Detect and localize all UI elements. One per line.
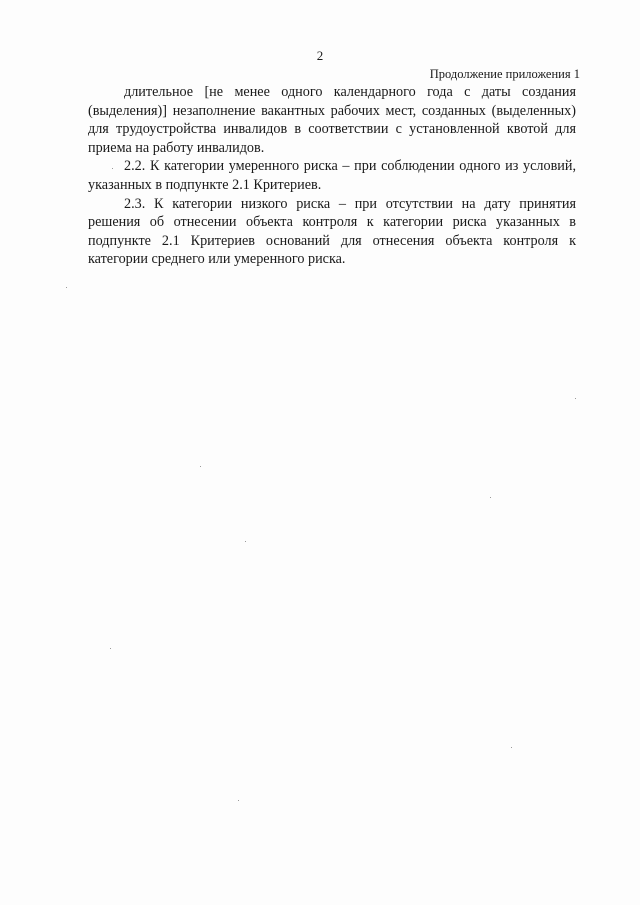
- scan-speck: [490, 497, 491, 498]
- scan-speck: [245, 541, 246, 542]
- page-number: 2: [316, 48, 324, 63]
- scan-speck: [200, 466, 201, 467]
- paragraph-2-3: 2.3. К категории низкого риска – при отсутствии на дату принятия решения об отнесении объекта контроля к категории риска указанных в подпункте 2.1 Критериев оснований для отнесения объекта контроля к категории среднего или умеренного риска.: [88, 195, 576, 268]
- paragraph-continuation: длительное [не менее одного календарного года с даты создания (выделения)] незаполнение вакантных рабочих мест, созданных (выделенных) для трудоустройства инвалидов в соответствии с установленной квотой для приема на работу инвалидов.: [88, 84, 576, 156]
- continuation-note: Продолжение приложения 1: [429, 67, 580, 81]
- scan-speck: [112, 168, 113, 169]
- document-body: [88, 83, 576, 269]
- paragraph-2-2: 2.2. К категории умеренного риска – при соблюдении одного из условий, указанных в подпункте 2.1 Критериев.: [88, 158, 576, 193]
- scan-speck: [238, 800, 239, 801]
- scan-speck: [110, 648, 111, 649]
- scan-speck: [511, 747, 512, 748]
- scan-speck: [575, 398, 576, 399]
- scan-speck: [66, 287, 67, 288]
